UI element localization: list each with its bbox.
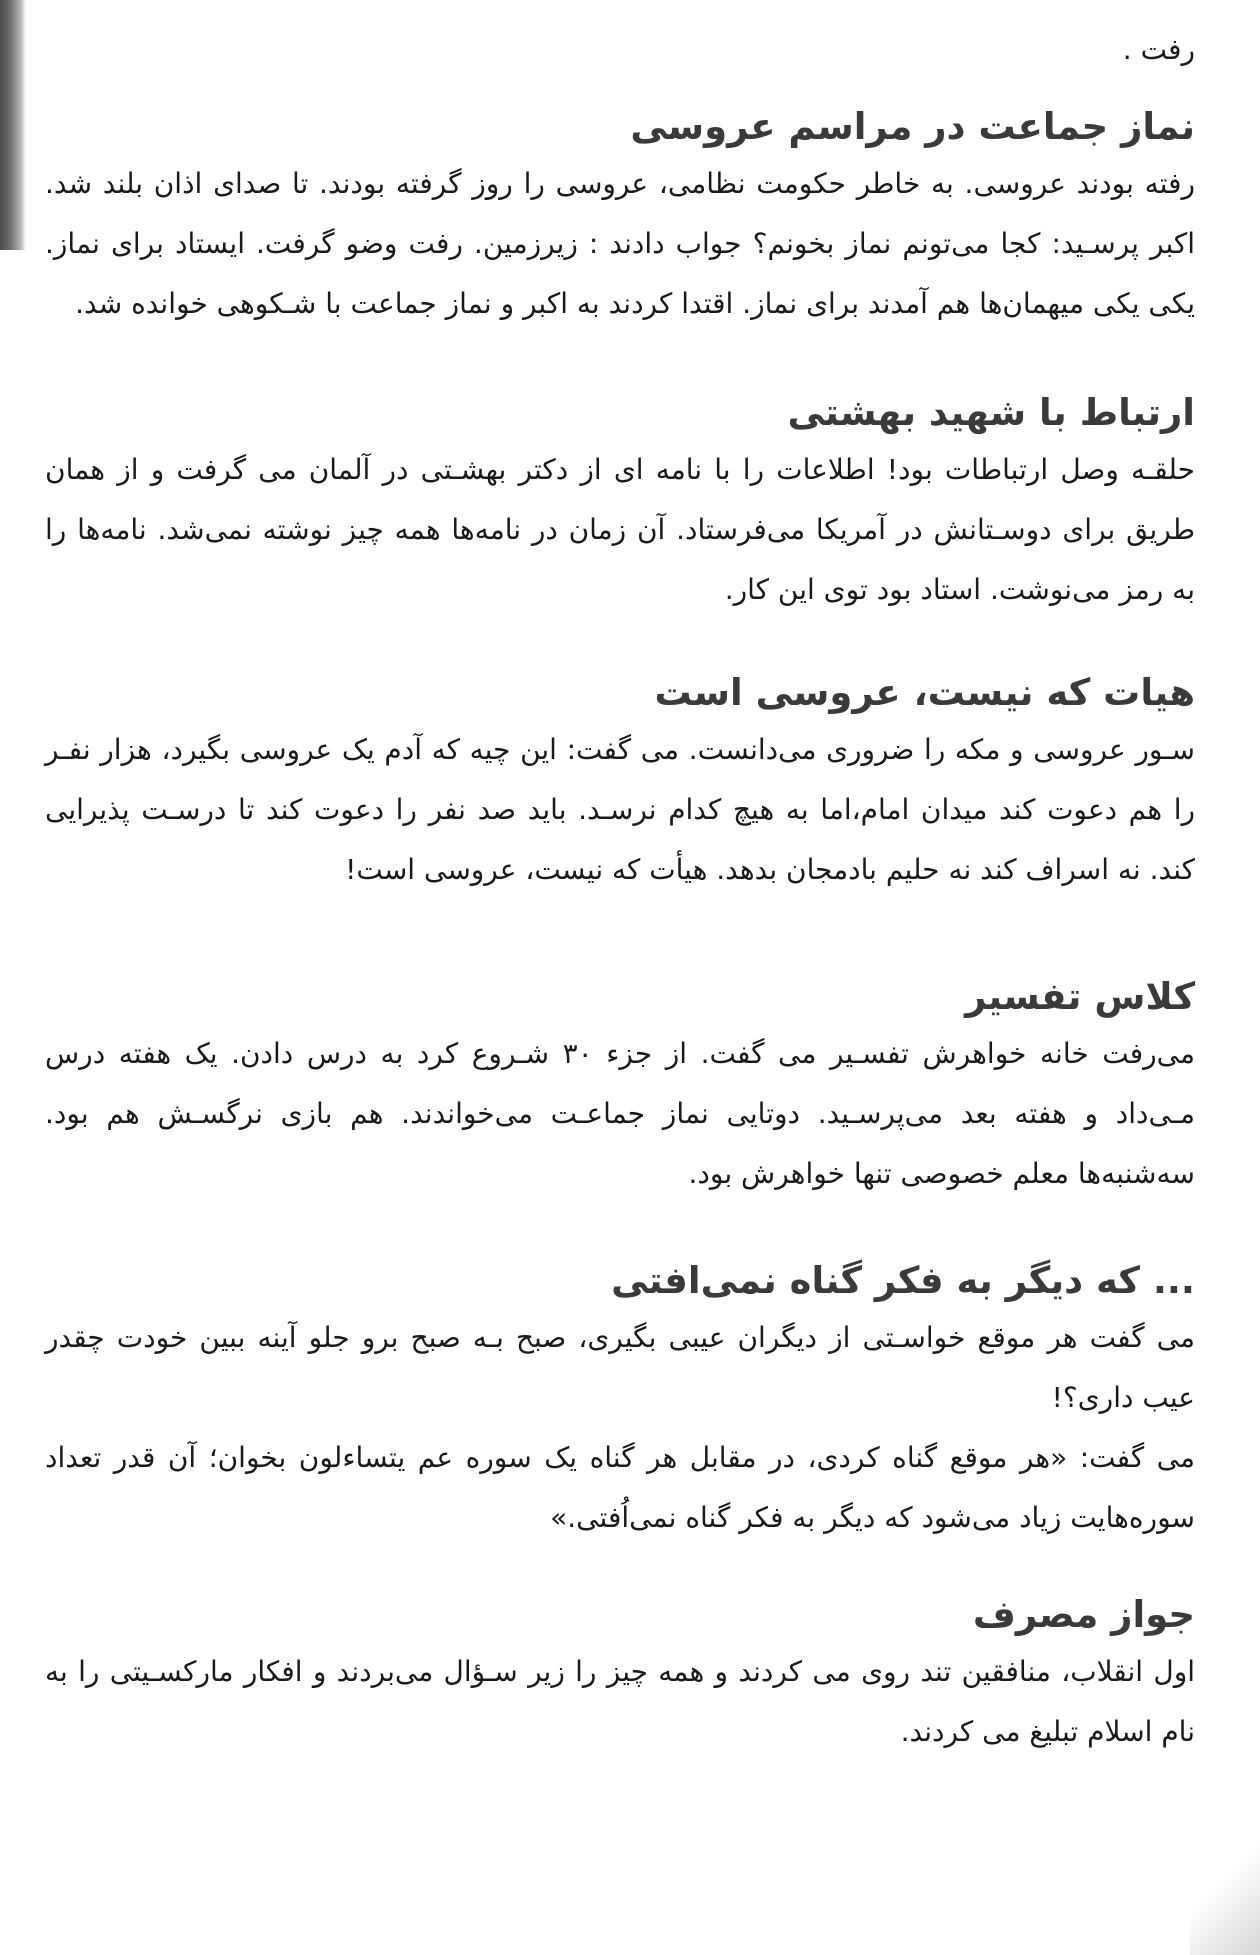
section-permit [45, 1588, 1195, 1762]
page-corner-shadow [1190, 1835, 1260, 1955]
section-title: هیات که نیست، عروسی است [654, 671, 1195, 714]
section-paragraph: می گفت هر موقع خواسـتی از دیگران عیبی بگیری، صبح بـه صبح برو جلو آینه ببین خودت چقدر عیب داری؟! [45, 1321, 1195, 1414]
section-title: جواز مصرف [972, 1593, 1195, 1636]
section-title: کلاس تفسیر [965, 975, 1195, 1018]
lead-text: رفت . [1122, 33, 1195, 66]
section-paragraph: رفته بودند عروسی. به خاطر حکومت نظامی، عروسی را روز گرفته بودند. تا صدای اذان بلند شد. اکبر پرسـید: کجا می‌تونم نماز بخونم؟ جواب دادند : زیرزمین. رفت وضو گرفت. ایستاد برای نماز. یکی یکی میهمان‌ها هم آمدند برای نماز. اقتدا کردند به اکبر و نماز جماعت با شـکوهی خوانده شد. [45, 167, 1195, 320]
section-paragraph: سـور عروسی و مکه را ضروری می‌دانست. می گفت: این چیه که آدم یک عروسی بگیرد، هزار نفـر را هم دعوت کند میدان امام،اما به هیچ کدام نرسـد. باید صد نفر را دعوت کند تا درسـت پذیرایی کند. نه اسراف کند نه حلیم بادمجان بدهد. هیأت که نیست، عروسی است! [45, 733, 1195, 886]
page-binding-shadow [0, 0, 26, 250]
section-tafsir-class [45, 970, 1195, 1204]
section-no-more-sin [45, 1254, 1195, 1548]
section-paragraph: حلقـه وصل ارتباطات بود! اطلاعات را با نامه ای از دکتر بهشـتی در آلمان می گرفت و از همان طریق برای دوسـتانش در آمریکا می‌فرستاد. آن زمان در نامه‌ها همه چیز نوشته نمی‌شد. نامه‌ها را به رمز می‌نوشت. استاد بود توی این کار. [45, 453, 1195, 606]
section-title: ارتباط با شهید بهشتی [787, 391, 1195, 434]
section-wedding-not-heyat [45, 666, 1195, 900]
section-wedding-prayer [45, 100, 1195, 334]
section-paragraph: می‌رفت خانه خواهرش تفسـیر می گفت. از جزء ۳۰ شـروع کرد به درس دادن. یک هفته درس مـی‌داد و هفته بعد می‌پرسـید. دوتایی نماز جماعـت می‌خواندند. هم بازی نرگسـش هم بود. سه‌شنبه‌ها معلم خصوصی تنها خواهرش بود. [45, 1037, 1195, 1190]
section-title: نماز جماعت در مراسم عروسی [630, 105, 1195, 148]
section-title: ... که دیگر به فکر گناه نمی‌افتی [611, 1259, 1195, 1302]
section-beheshti-link [45, 386, 1195, 620]
page-body [45, 20, 1195, 1762]
section-paragraph: می گفت: «هر موقع گناه کردی، در مقابل هر گناه یک سوره عم یتساءلون بخوان؛ آن قدر تعداد سوره‌هایت زیاد می‌شود که دیگر به فکر گناه نمی‌اُفتی.» [45, 1441, 1195, 1534]
section-paragraph: اول انقلاب، منافقین تند روی می کردند و همه چیز را زیر سـؤال می‌بردند و افکار مارکسـیتی را به نام اسلام تبلیغ می کردند. [45, 1655, 1195, 1748]
